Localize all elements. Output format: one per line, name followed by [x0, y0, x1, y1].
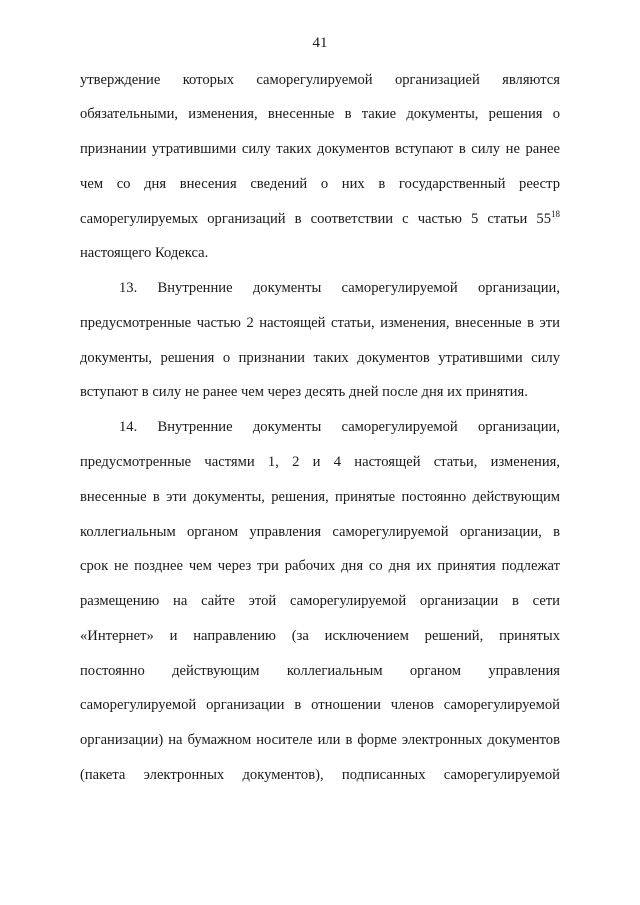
text-line: постоянно действующим коллегиальным органом управления [80, 663, 560, 679]
text-line: настоящего Кодекса. [80, 245, 209, 261]
paragraph-14-start: 14. Внутренние документы саморегулируемой организации, [119, 419, 560, 435]
text-line: внесенные в эти документы, решения, принятые постоянно действующим [80, 489, 560, 505]
text-line: документы, решения о признании таких документов утратившими силу [80, 350, 560, 366]
text-line: срок не позднее чем через три рабочих дня со дня их принятия подлежат [80, 558, 560, 574]
text-line: размещению на сайте этой саморегулируемой организации в сети [80, 593, 560, 609]
page-number: 41 [312, 35, 328, 51]
text-line: признании утратившими силу таких документов вступают в силу не ранее [80, 141, 560, 157]
footnote-superscript: 18 [551, 209, 560, 219]
text-line: организации) на бумажном носителе или в форме электронных документов [80, 732, 560, 748]
text-line: обязательными, изменения, внесенные в такие документы, решения о [80, 106, 560, 122]
text-line: саморегулируемой организации в отношении членов саморегулируемой [80, 697, 560, 713]
text-line: коллегиальным органом управления саморегулируемой организации, в [80, 524, 560, 540]
text-line: утверждение которых саморегулируемой организацией являются [80, 72, 560, 88]
paragraph-13-start: 13. Внутренние документы саморегулируемой организации, [119, 280, 560, 296]
text-line: предусмотренные частью 2 настоящей статьи, изменения, внесенные в эти [80, 315, 560, 331]
text-line: вступают в силу не ранее чем через десять дней после дня их принятия. [80, 384, 528, 400]
text-line: чем со дня внесения сведений о них в государственный реестр [80, 176, 560, 192]
text-line-with-footnote [80, 209, 560, 229]
text-line: «Интернет» и направлению (за исключением решений, принятых [80, 628, 560, 644]
text-line: предусмотренные частями 1, 2 и 4 настоящей статьи, изменения, [80, 454, 560, 470]
text-segment: саморегулируемых организаций в соответствии с частью 5 статьи 55 [80, 211, 551, 227]
text-line: (пакета электронных документов), подписанных саморегулируемой [80, 767, 560, 783]
